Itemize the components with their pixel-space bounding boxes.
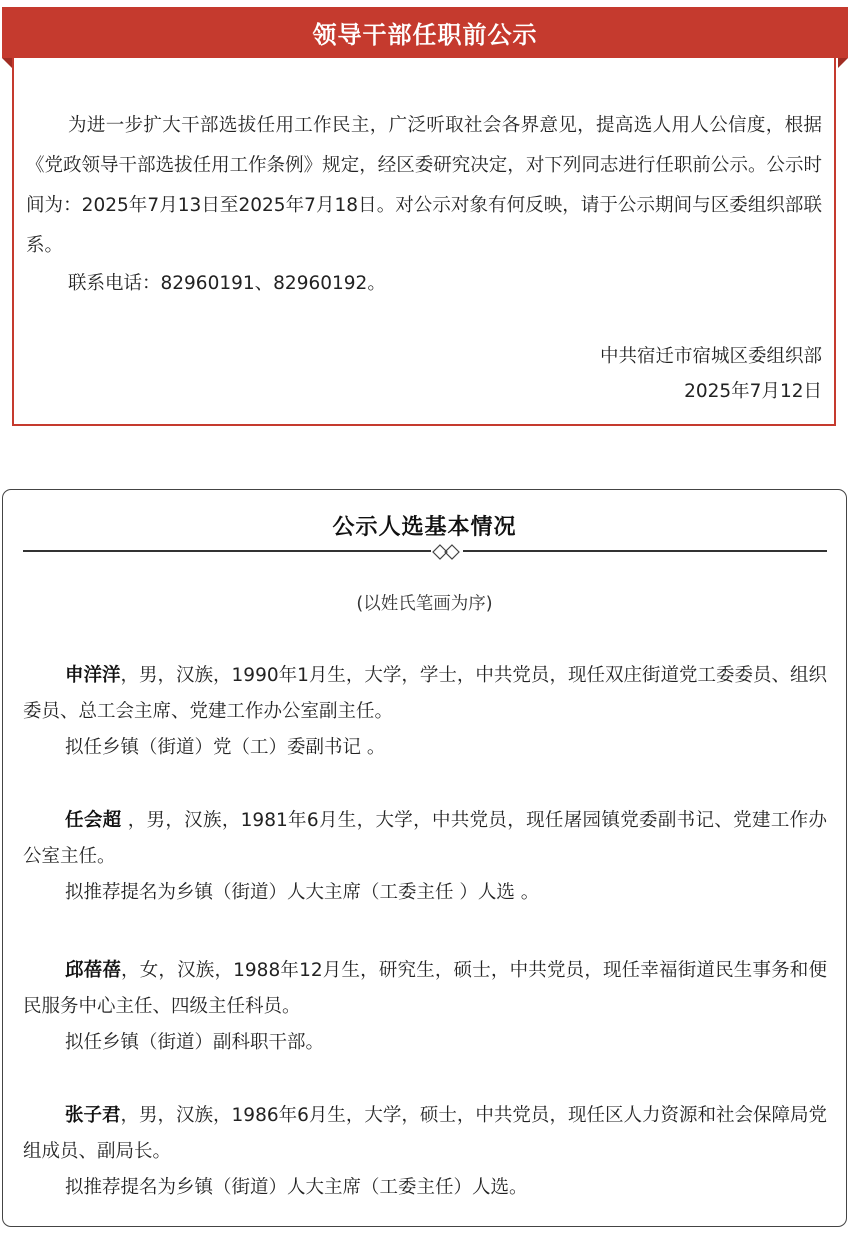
candidate-name: 申洋洋 [65, 665, 121, 686]
signature-date: 2025年7月12日 [684, 381, 822, 402]
double-diamond-icon [431, 544, 463, 560]
candidate-plan: 拟推荐提名为乡镇（街道）人大主席（工委主任）人选。 [65, 1177, 528, 1198]
candidate-entry [23, 953, 827, 1061]
order-note: (以姓氏笔画为序) [356, 594, 493, 614]
candidate-plan: 拟任乡镇（街道）副科职干部。 [65, 1032, 325, 1053]
notice-banner [2, 7, 848, 58]
candidate-entry [23, 803, 827, 911]
banner-fold-right [838, 58, 848, 68]
candidates-card [2, 489, 847, 1227]
candidate-bio: ，男，汉族，1990年1月生，大学，学士，中共党员，现任双庄街道党工委委员、组织委员、总工会主席、党建工作办公室副主任。 [23, 665, 827, 722]
candidate-name: 张子君 [65, 1105, 121, 1126]
candidate-bio: ，男，汉族，1986年6月生，大学，硕士，中共党员，现任区人力资源和社会保障局党组成员、副局长。 [23, 1105, 827, 1162]
candidate-bio: ，男，汉族，1981年6月生，大学，中共党员，现任屠园镇党委副书记、党建工作办公室主任。 [23, 810, 827, 867]
candidate-name: 邱蓓蓓 [65, 960, 122, 981]
banner-title: 领导干部任职前公示 [312, 21, 538, 49]
candidate-plan: 拟任乡镇（街道）党（工）委副书记 。 [65, 737, 386, 758]
candidate-name: 任会超 [65, 810, 122, 831]
candidate-plan: 拟推荐提名为乡镇（街道）人大主席（工委主任 ）人选 。 [65, 882, 540, 903]
candidate-entry [23, 1098, 827, 1206]
signature-org: 中共宿迁市宿城区委组织部 [599, 346, 822, 367]
title-divider [23, 550, 827, 552]
section-title: 公示人选基本情况 [332, 515, 517, 540]
candidate-entry [23, 658, 827, 766]
candidate-bio: ，女，汉族，1988年12月生，研究生，硕士，中共党员，现任幸福街道民生事务和便民服务中心主任、四级主任科员。 [23, 960, 827, 1017]
notice-intro: 为进一步扩大干部选拔任用工作民主，广泛听取社会各界意见，提高选人用人公信度，根据《党政领导干部选拔任用工作条例》规定，经区委研究决定，对下列同志进行任职前公示。公示时间为：2025年7月13日至2025年7月18日。对公示对象有何反映，请于公示期间与区委组织部联系。 [26, 115, 822, 256]
banner-fold-left [2, 58, 12, 68]
contact-phone: 联系电话：82960191、82960192。 [68, 273, 386, 294]
notice-box [12, 58, 836, 426]
